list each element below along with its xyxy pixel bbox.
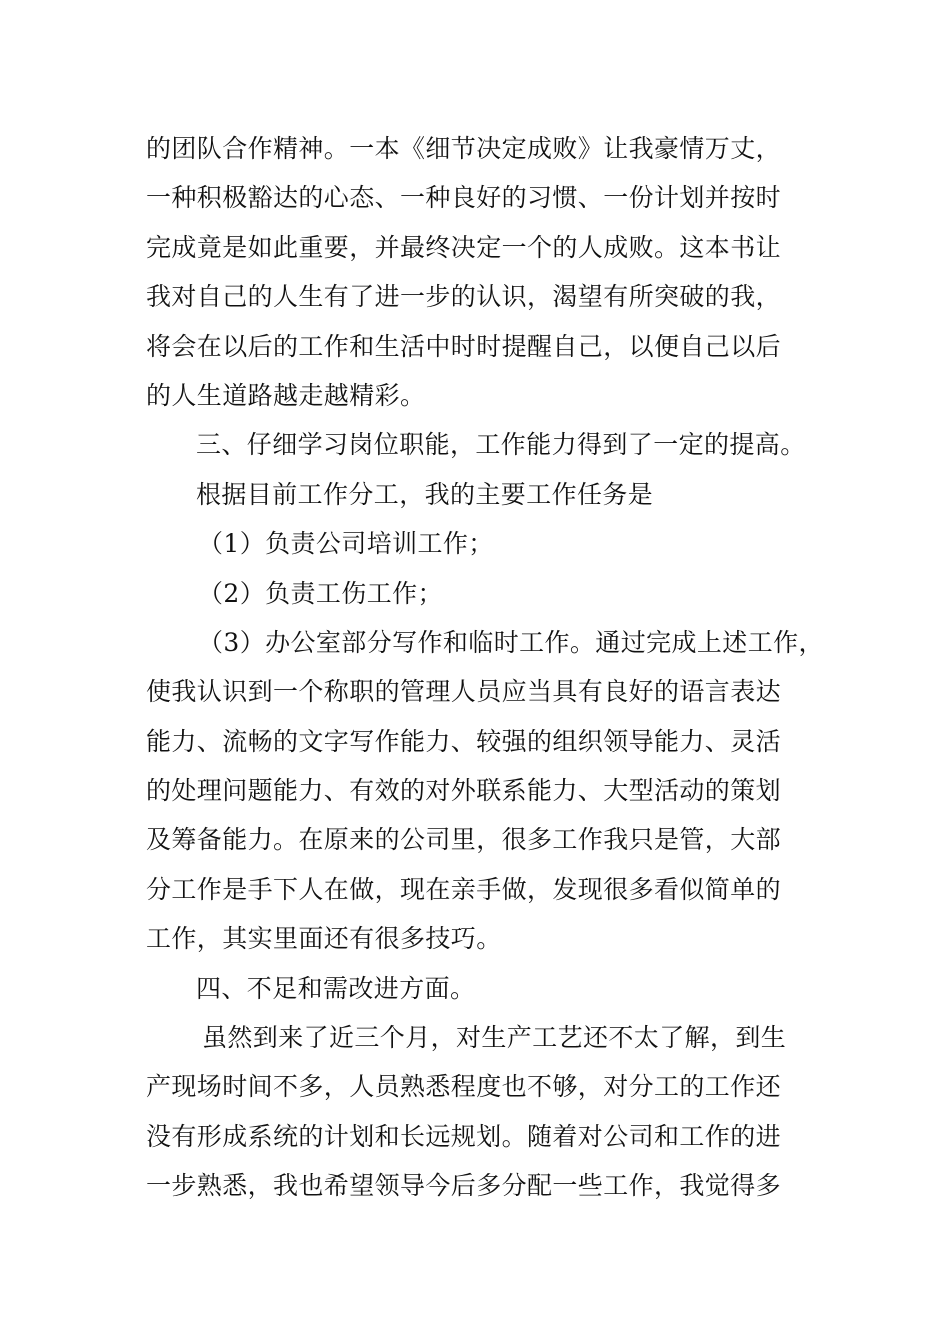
text-line-21: 没有形成系统的计划和长远规划。随着对公司和工作的进	[146, 1121, 782, 1151]
document-body	[146, 124, 826, 1211]
text-line-22: 一步熟悉，我也希望领导今后多分配一些工作，我觉得多	[146, 1171, 782, 1201]
section-heading-3: 三、仔细学习岗位职能，工作能力得到了一定的提高。	[196, 430, 806, 460]
text-line-3: 完成竟是如此重要，并最终决定一个的人成败。这本书让	[146, 232, 782, 262]
text-line-8: 根据目前工作分工，我的主要工作任务是	[196, 479, 654, 509]
text-line-1: 的团队合作精神。一本《细节决定成败》让我豪情万丈，	[146, 134, 782, 163]
text-line-12: 使我认识到一个称职的管理人员应当具有良好的语言表达	[146, 677, 782, 707]
text-line-19: 虽然到来了近三个月，对生产工艺还不太了解，到生	[202, 1023, 787, 1053]
text-line-4: 我对自己的人生有了进一步的认识，渴望有所突破的我，	[146, 282, 782, 312]
text-line-15: 及筹备能力。在原来的公司里，很多工作我只是管，大部	[146, 825, 782, 855]
text-line-17: 工作，其实里面还有很多技巧。	[146, 924, 502, 954]
text-line-2: 一种积极豁达的心态、一种良好的习惯、一份计划并按时	[146, 183, 782, 213]
list-item-1: （1）负责公司培训工作；	[198, 529, 494, 559]
text-line-14: 的处理问题能力、有效的对外联系能力、大型活动的策划	[146, 776, 782, 806]
section-heading-4: 四、不足和需改进方面。	[196, 973, 476, 1003]
text-line-13: 能力、流畅的文字写作能力、较强的组织领导能力、灵活	[146, 726, 782, 756]
text-line-20: 产现场时间不多，人员熟悉程度也不够，对分工的工作还	[146, 1072, 782, 1102]
text-line-5: 将会在以后的工作和生活中时时提醒自己，以便自己以后	[146, 331, 782, 361]
text-line-6: 的人生道路越走越精彩。	[146, 380, 426, 410]
text-line-16: 分工作是手下人在做，现在亲手做，发现很多看似简单的	[146, 874, 782, 904]
list-item-2: （2）负责工伤工作；	[198, 578, 443, 608]
list-item-3: （3）办公室部分写作和临时工作。通过完成上述工作，	[198, 627, 824, 657]
